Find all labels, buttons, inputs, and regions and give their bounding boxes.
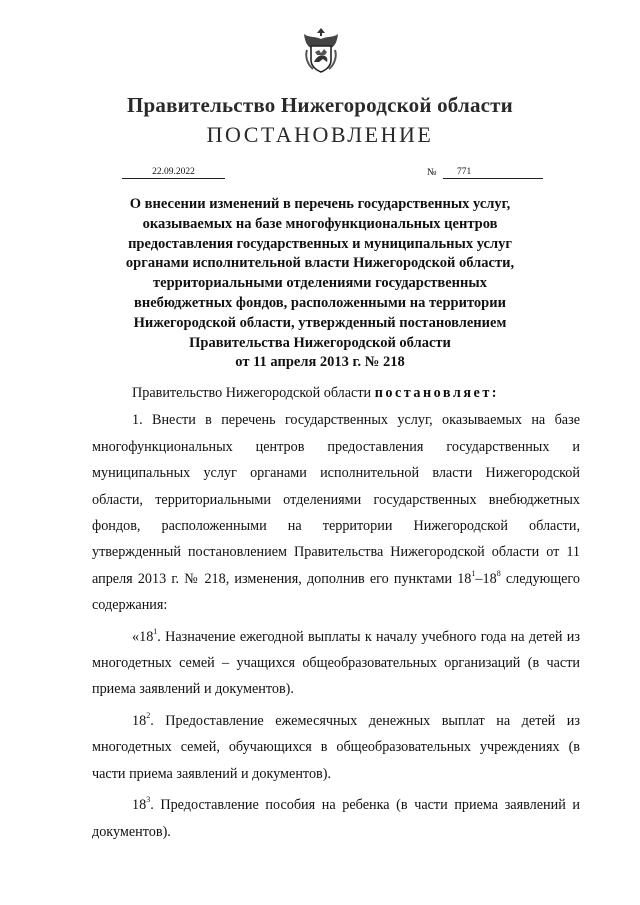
- subitem-18-2: [92, 708, 580, 787]
- title-line: Нижегородской области, утвержденный постановлением: [133, 314, 507, 331]
- superscript: 1: [153, 626, 158, 636]
- superscript: 2: [146, 711, 151, 721]
- number-sign: №: [427, 167, 437, 178]
- decree-verb: постановляет:: [374, 385, 500, 401]
- preamble-paragraph: [92, 380, 580, 406]
- title-line: О внесении изменений в перечень государственных услуг,: [129, 196, 511, 212]
- title-line: органами исполнительной власти Нижегородской области,: [125, 255, 515, 272]
- superscript: 3: [146, 795, 151, 805]
- title-line: внебюджетных фондов, расположенными на территории: [134, 294, 506, 311]
- document-date: 22.09.2022: [122, 166, 225, 179]
- subitem-18-3: [92, 792, 580, 845]
- subitem-text: . Назначение ежегодной выплаты к началу учебного года на детей из многодетных семей – учащихся общеобразовательных организаций (в части приема заявлений и документов).: [92, 628, 580, 698]
- document-number: 771: [457, 167, 472, 177]
- item-1-range: –18: [475, 570, 497, 587]
- subitem-text: . Предоставление пособия на ребенка (в части приема заявлений и документов).: [92, 797, 580, 840]
- document-type: ПОСТАНОВЛЕНИЕ: [206, 122, 434, 147]
- title-line: предоставления государственных и муниципальных услуг: [128, 235, 512, 252]
- subitem-number: 18: [132, 712, 147, 729]
- subitem-number: 18: [132, 797, 147, 814]
- title-line: от 11 апреля 2013 г. № 218: [235, 354, 405, 371]
- subitem-text: . Предоставление ежемесячных денежных выплат на детей из многодетных семей, обучающихся в общеобразовательных учреждениях (в части приема заявлений и документов).: [92, 712, 580, 782]
- title-line: территориальными отделениями государственных: [153, 275, 487, 292]
- subitem-18-1: [92, 624, 580, 703]
- document-title: [110, 195, 530, 373]
- title-line: оказываемых на базе многофункциональных центров: [142, 215, 498, 232]
- item-1-tail: следующего содержания:: [92, 570, 580, 614]
- title-line: Правительства Нижегородской области: [189, 334, 451, 351]
- superscript: 1: [471, 569, 476, 579]
- document-number-field: [443, 166, 543, 179]
- superscript: 8: [496, 569, 501, 579]
- document-body: [92, 380, 580, 846]
- preamble-text: Правительство Нижегородской области: [132, 385, 375, 401]
- coat-of-arms-icon: [301, 26, 341, 74]
- item-1-paragraph: [92, 407, 580, 618]
- item-1-text: 1. Внести в перечень государственных услуг, оказываемых на базе многофункциональных центров предоставления государственных и муниципальных услуг органами исполнительной власти Нижегородской области, территориальными отделениями государственных внебюджетных фондов, расположенными на территории Нижегородской области, утвержденный постановлением Правительства Нижегородской области от 11 апреля 2013 г. № 218, изменения, дополнив его пунктами 18: [92, 412, 580, 587]
- subitem-number: «18: [132, 628, 154, 645]
- organization-heading: Правительство Нижегородской области: [127, 93, 513, 117]
